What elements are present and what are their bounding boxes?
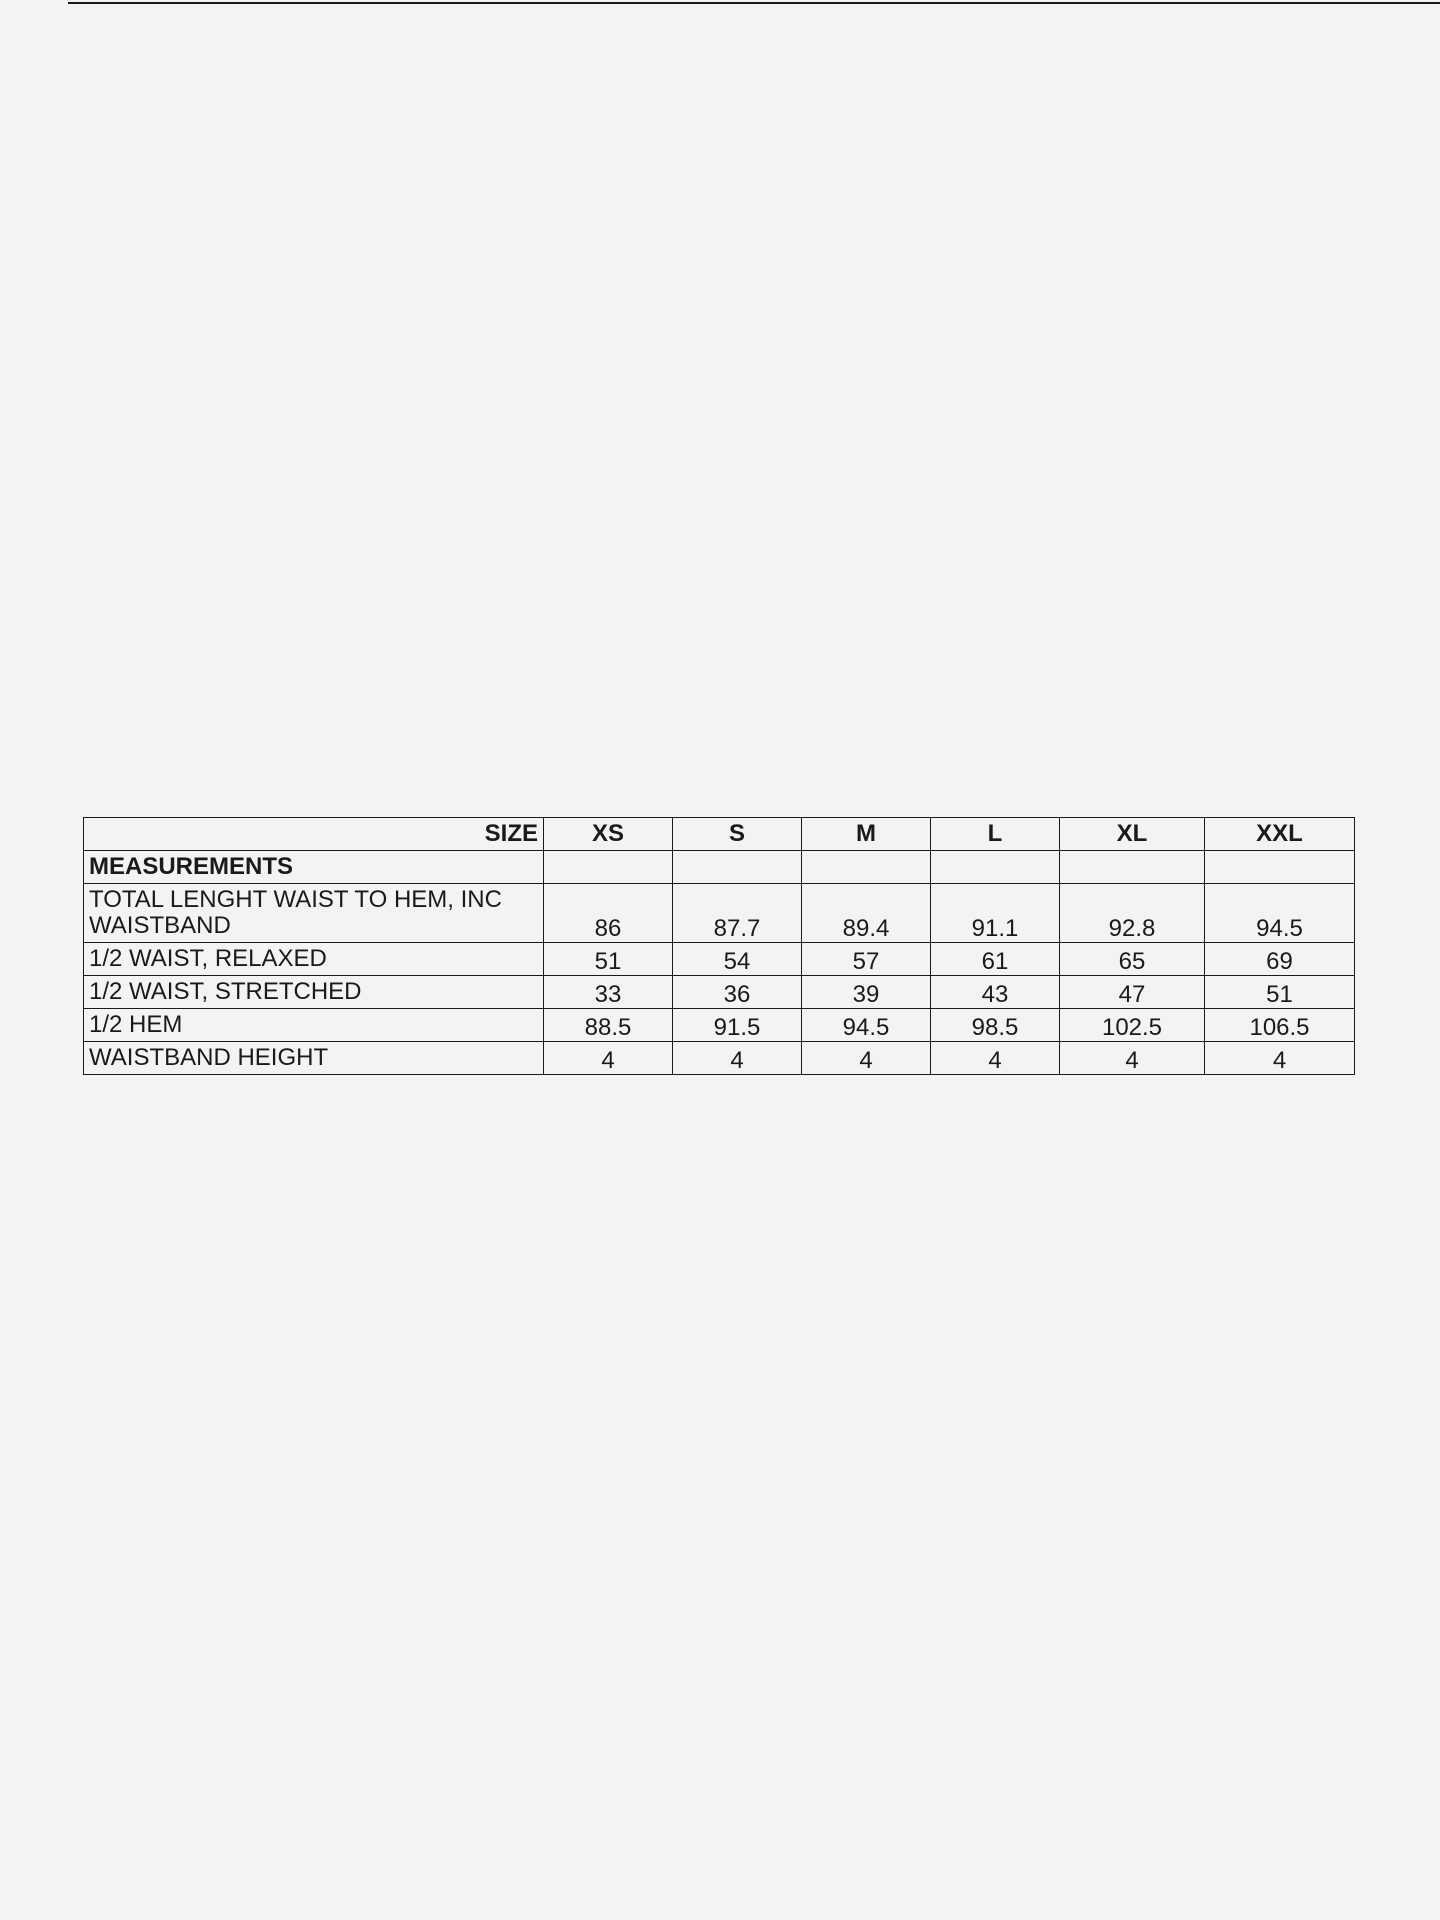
value-cell: 47 [1060,976,1205,1009]
value-cell: 43 [931,976,1060,1009]
empty-cell [544,851,673,884]
size-header-xxl: XXL [1205,818,1355,851]
value-cell: 69 [1205,943,1355,976]
value-cell: 4 [673,1042,802,1075]
row-label: 1/2 WAIST, STRETCHED [84,976,544,1009]
value-cell: 87.7 [673,884,802,943]
value-cell: 33 [544,976,673,1009]
row-label [84,884,544,943]
value-cell: 88.5 [544,1009,673,1042]
value-cell: 65 [1060,943,1205,976]
value-cell: 91.5 [673,1009,802,1042]
section-row [84,851,1355,884]
row-label: 1/2 WAIST, RELAXED [84,943,544,976]
size-header-m: M [802,818,931,851]
value-cell: 51 [1205,976,1355,1009]
value-cell: 94.5 [802,1009,931,1042]
size-header-xl: XL [1060,818,1205,851]
value-cell: 4 [544,1042,673,1075]
empty-cell [1060,851,1205,884]
value-cell: 61 [931,943,1060,976]
empty-cell [673,851,802,884]
empty-cell [931,851,1060,884]
value-cell: 106.5 [1205,1009,1355,1042]
size-header-row [84,818,1355,851]
value-cell: 4 [802,1042,931,1075]
value-cell: 57 [802,943,931,976]
row-label-line: TOTAL LENGHT WAIST TO HEM, INC [89,886,502,913]
value-cell: 102.5 [1060,1009,1205,1042]
value-cell: 4 [931,1042,1060,1075]
size-chart-table [83,817,1355,1075]
table-row [84,943,1355,976]
size-label: SIZE [84,818,544,851]
size-header-s: S [673,818,802,851]
measurements-title: MEASUREMENTS [84,851,544,884]
value-cell: 36 [673,976,802,1009]
size-header-l: L [931,818,1060,851]
row-label: 1/2 HEM [84,1009,544,1042]
row-label: WAISTBAND HEIGHT [84,1042,544,1075]
size-header-xs: XS [544,818,673,851]
value-cell: 94.5 [1205,884,1355,943]
table-row [84,884,1355,943]
value-cell: 54 [673,943,802,976]
table-row [84,1009,1355,1042]
value-cell: 51 [544,943,673,976]
value-cell: 39 [802,976,931,1009]
table-row [84,976,1355,1009]
empty-cell [802,851,931,884]
value-cell: 86 [544,884,673,943]
value-cell: 98.5 [931,1009,1060,1042]
value-cell: 4 [1060,1042,1205,1075]
value-cell: 91.1 [931,884,1060,943]
top-divider [68,2,1440,4]
value-cell: 89.4 [802,884,931,943]
table-row [84,1042,1355,1075]
row-label-line: WAISTBAND [89,912,231,939]
value-cell: 92.8 [1060,884,1205,943]
value-cell: 4 [1205,1042,1355,1075]
empty-cell [1205,851,1355,884]
